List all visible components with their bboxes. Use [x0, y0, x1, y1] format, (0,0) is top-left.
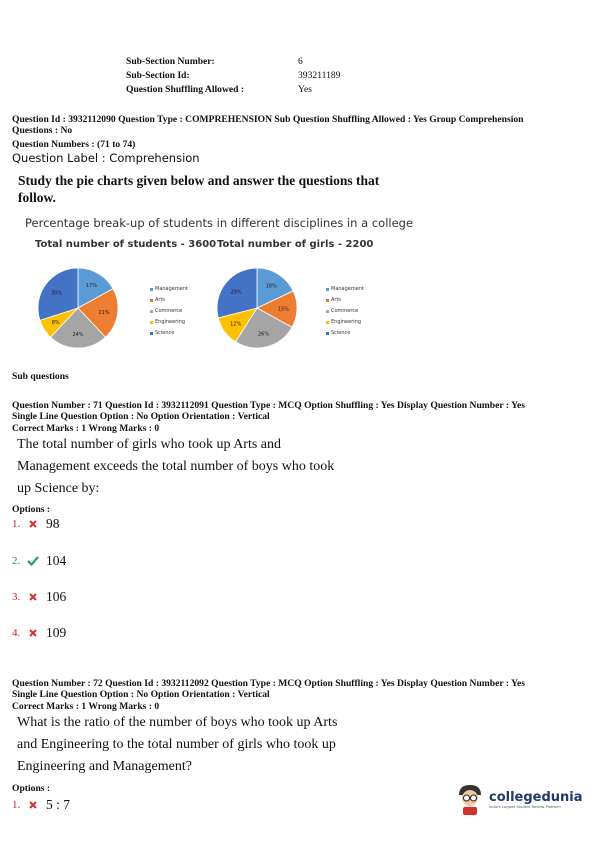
comprehension-stem	[18, 172, 379, 206]
sub-section-id-value: 393211189	[298, 70, 341, 81]
legend-item: Science	[150, 328, 188, 339]
pie-label: 8%	[51, 319, 60, 326]
question-label: Question Label : Comprehension	[12, 151, 200, 165]
legend-item: Management	[326, 284, 364, 295]
logo-tagline: India's Largest Student Review Platform	[489, 804, 561, 809]
sub-section-number-value: 6	[298, 56, 303, 67]
q72-marks: Correct Marks : 1 Wrong Marks : 0	[12, 701, 160, 712]
legend-item: Engineering	[150, 317, 188, 328]
question-numbers: Question Numbers : (71 to 74)	[12, 139, 136, 150]
q72-meta-line2: Single Line Question Option : No Option Orientation : Vertical	[12, 689, 270, 700]
q72-options-label: Options :	[12, 783, 51, 794]
sub-section-id-label: Sub-Section Id:	[126, 70, 190, 81]
q71-option-2[interactable]	[12, 553, 66, 569]
pie-label: 12%	[230, 321, 242, 328]
option-number: 3.	[12, 591, 21, 603]
chart2-title: Total number of girls - 2200	[217, 239, 374, 250]
option-number: 1.	[12, 799, 21, 811]
legend-item: Commerce	[326, 306, 364, 317]
chart1-title: Total number of students - 3600	[35, 239, 217, 250]
logo-brand: collegedunia	[489, 789, 583, 805]
check-icon	[26, 554, 40, 568]
mascot-icon	[455, 782, 485, 816]
shuffling-label: Question Shuffling Allowed :	[126, 84, 245, 95]
legend-item: Science	[326, 328, 364, 339]
legend-students	[150, 284, 188, 339]
collegedunia-logo	[455, 782, 583, 816]
cross-icon	[26, 590, 40, 604]
option-text: 109	[46, 625, 67, 640]
pie-label: 18%	[265, 283, 277, 290]
option-text: 104	[46, 553, 67, 568]
pie-chart-students	[28, 260, 138, 360]
q71-option-3[interactable]	[12, 589, 66, 605]
q72-option-1[interactable]	[12, 797, 70, 813]
option-text: 5 : 7	[46, 797, 71, 812]
cross-icon	[26, 517, 40, 531]
option-text: 106	[46, 589, 67, 604]
pie-chart-girls	[207, 260, 317, 360]
q71-options-label: Options :	[12, 504, 51, 515]
option-text: 98	[46, 516, 60, 531]
q72-stem	[17, 712, 337, 778]
q71-option-1[interactable]	[12, 516, 60, 532]
pie-label: 24%	[72, 332, 84, 339]
stem-line: Management exceeds the total number of boys who took	[17, 459, 335, 474]
stem-line: What is the ratio of the number of boys who took up Arts	[17, 715, 338, 730]
option-number: 4.	[12, 627, 21, 639]
sub-questions-label: Sub questions	[12, 371, 69, 382]
q72-meta-line1: Question Number : 72 Question Id : 3932112092 Question Type : MCQ Option Shuffling : Yes Display Question Number : Yes	[12, 678, 525, 689]
stem-line: Study the pie charts given below and answer the questions that	[18, 173, 380, 188]
comprehension-meta-line2: Questions : No	[12, 125, 73, 136]
stem-line: follow.	[18, 190, 56, 205]
option-number: 2.	[12, 555, 21, 567]
comprehension-meta-line1: Question Id : 3932112090 Question Type : COMPREHENSION Sub Question Shuffling Allowed : Yes Group Comprehension	[12, 114, 524, 125]
cross-icon	[26, 798, 40, 812]
pie-label: 17%	[85, 283, 98, 290]
q71-stem	[17, 434, 334, 500]
pie-label: 21%	[98, 309, 110, 316]
legend-item: Arts	[150, 295, 188, 306]
shuffling-value: Yes	[298, 84, 312, 95]
stem-line: Engineering and Management?	[17, 759, 192, 774]
q71-marks: Correct Marks : 1 Wrong Marks : 0	[12, 423, 160, 434]
figure-title: Percentage break-up of students in different disciplines in a college	[25, 216, 414, 230]
pie-label: 29%	[230, 289, 242, 296]
sub-section-number-label: Sub-Section Number:	[126, 56, 215, 67]
pie-label: 30%	[51, 290, 63, 297]
stem-line: and Engineering to the total number of girls who took up	[17, 737, 336, 752]
q71-option-4[interactable]	[12, 625, 66, 641]
pie-label: 15%	[277, 306, 289, 313]
legend-item: Commerce	[150, 306, 188, 317]
legend-item: Management	[150, 284, 188, 295]
q71-meta-line1: Question Number : 71 Question Id : 3932112091 Question Type : MCQ Option Shuffling : Yes Display Question Number : Yes	[12, 400, 525, 411]
cross-icon	[26, 626, 40, 640]
pie-label: 26%	[258, 331, 270, 338]
legend-girls	[326, 284, 364, 339]
legend-item: Engineering	[326, 317, 364, 328]
legend-item: Arts	[326, 295, 364, 306]
q71-meta-line2: Single Line Question Option : No Option Orientation : Vertical	[12, 411, 270, 422]
stem-line: up Science by:	[17, 481, 100, 496]
stem-line: The total number of girls who took up Arts and	[17, 437, 282, 452]
option-number: 1.	[12, 518, 21, 530]
